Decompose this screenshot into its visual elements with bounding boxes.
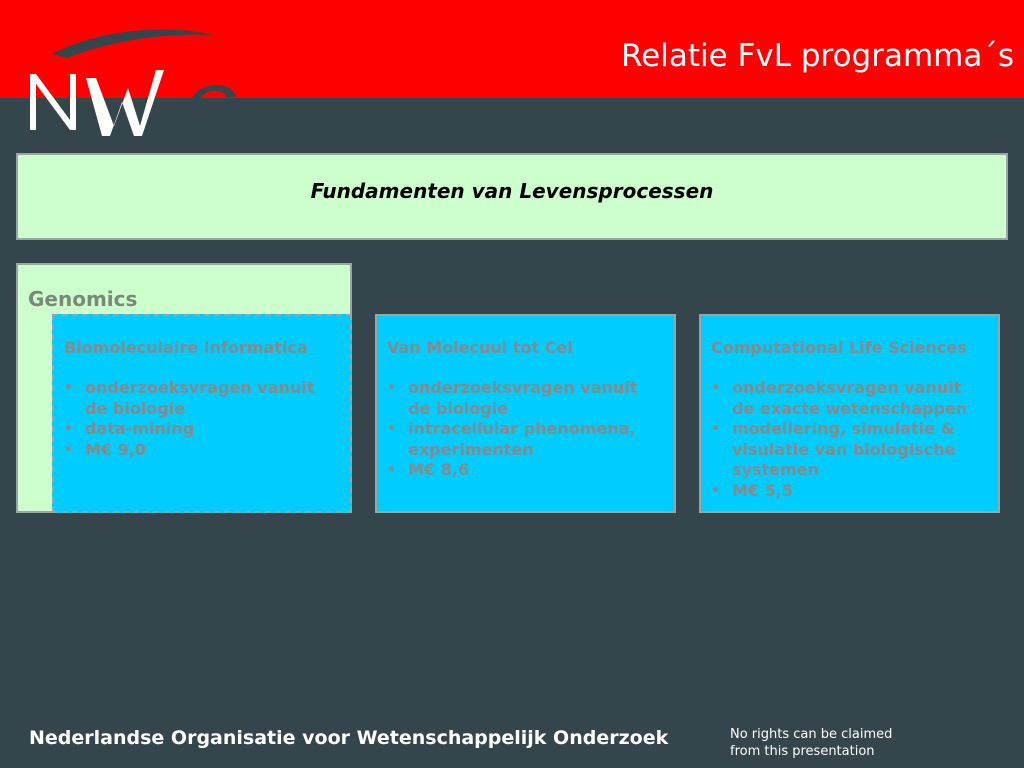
fvl-program-label: Fundamenten van Levensprocessen	[310, 178, 714, 203]
bullet-icon: •	[387, 380, 396, 396]
card-biomoleculaire-informatica	[52, 314, 352, 513]
list-item: • onderzoeksvragen vanuit de biologie	[64, 378, 315, 418]
bullet-icon: •	[64, 441, 73, 458]
list-item: • intracellular phenomena, experimenten	[387, 419, 636, 459]
bullet-icon: •	[387, 462, 396, 478]
list-item: • onderzoeksvragen vanuit de exacte wetenschappen	[711, 378, 968, 418]
card-bullet-list	[64, 378, 340, 460]
card-computational-life-sciences	[699, 314, 1000, 513]
genomics-label: Genomics	[28, 287, 138, 311]
footer-note-line: No rights can be claimed	[730, 727, 893, 742]
card-title: Biomoleculaire Informatica	[64, 338, 308, 357]
list-item: • M€ 9,0	[64, 439, 146, 459]
footer-note-line: from this presentation	[730, 744, 875, 759]
footer-disclaimer	[730, 726, 930, 760]
list-item: • M€ 8,6	[387, 460, 469, 479]
card-bullet-list	[711, 378, 988, 501]
list-item: • data-mining	[64, 419, 195, 438]
bullet-icon: •	[711, 482, 720, 499]
bullet-icon: •	[387, 421, 396, 437]
card-title: Van Molecuul tot Cel	[387, 338, 573, 357]
fvl-program-box	[16, 153, 1008, 240]
card-bullet-list	[387, 378, 664, 481]
bullet-icon: •	[711, 380, 720, 396]
list-item: • modellering, simulatie & visulatie van biologische systemen	[711, 419, 956, 479]
card-title: Computational Life Sciences	[711, 338, 967, 357]
list-item: • onderzoeksvragen vanuit de biologie	[387, 378, 638, 418]
bullet-icon: •	[64, 380, 73, 396]
list-item: • M€ 5,5	[711, 480, 793, 500]
slide-title: Relatie FvL programma´s	[621, 38, 1014, 74]
footer-organization: Nederlandse Organisatie voor Wetenschappelijk Onderzoek	[29, 727, 669, 749]
nwo-logo	[22, 22, 252, 137]
bullet-icon: •	[64, 421, 73, 437]
card-van-molecuul-tot-cel	[375, 314, 676, 513]
bullet-icon: •	[711, 421, 720, 437]
